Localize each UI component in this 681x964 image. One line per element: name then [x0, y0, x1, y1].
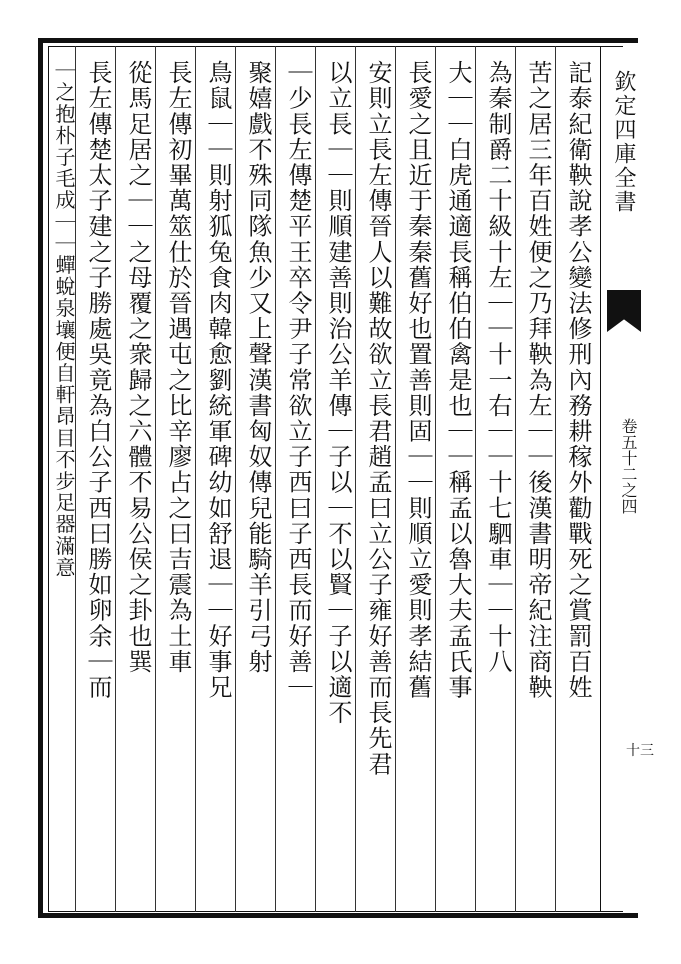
page-number: 十三	[626, 743, 654, 759]
text-column-11: 長左傳初畢萬筮仕於晉遇屯之比辛廖占之曰吉震為土車	[164, 60, 192, 675]
text-column-13: 長左傳楚太子建之子勝處吳竟為白公子西曰勝如卵余｜而	[84, 60, 112, 700]
text-column-2: 苦之居三年百姓便之乃拜鞅為左｜｜後漢書明帝紀注商鞅	[524, 60, 552, 700]
text-column-14: ｜之抱朴子毛成｜｜蟬蛻泉壤便自軒昂目不步足器滿意	[52, 60, 76, 579]
book-title: 欽定四庫全書	[611, 70, 636, 214]
text-column-4: 大｜｜白虎通適長稱伯伯禽是也｜｜稱孟以魯大夫孟氏事	[444, 60, 472, 700]
text-column-1: 記泰紀衛鞅說孝公變法修刑內務耕稼外勸戰死之賞罰百姓	[564, 60, 592, 700]
text-column-10: 鳥鼠｜｜則射狐兔食肉韓愈劉統軍碑幼如舒退｜｜好事兄	[204, 60, 232, 700]
text-column-6: 安則立長左傳晉人以難故欲立長君趙孟曰立公子雍好善而長先君	[364, 60, 392, 777]
text-column-9: 聚嬉戲不殊同隊魚少又上聲漢書匈奴傳兒能騎羊引弓射	[244, 60, 272, 675]
text-column-7: 以立長｜｜則順建善則治公羊傳｜子以｜不以賢｜子以適不	[324, 60, 352, 726]
volume-label: 卷五十二之四	[619, 418, 638, 514]
text-column-8: ｜少長左傳楚平王卒令尹子常欲立子西曰子西長而好善｜	[284, 60, 312, 700]
text-column-5: 長愛之且近于秦秦舊好也置善則固｜｜則順立愛則孝結舊	[404, 60, 432, 700]
text-column-12: 從馬足居之｜｜之母覆之衆歸之六體不易公侯之卦也巽	[124, 60, 152, 675]
text-column-3: 為秦制爵二十級十左｜｜十一右｜｜十七駟車｜｜十八	[484, 60, 512, 675]
